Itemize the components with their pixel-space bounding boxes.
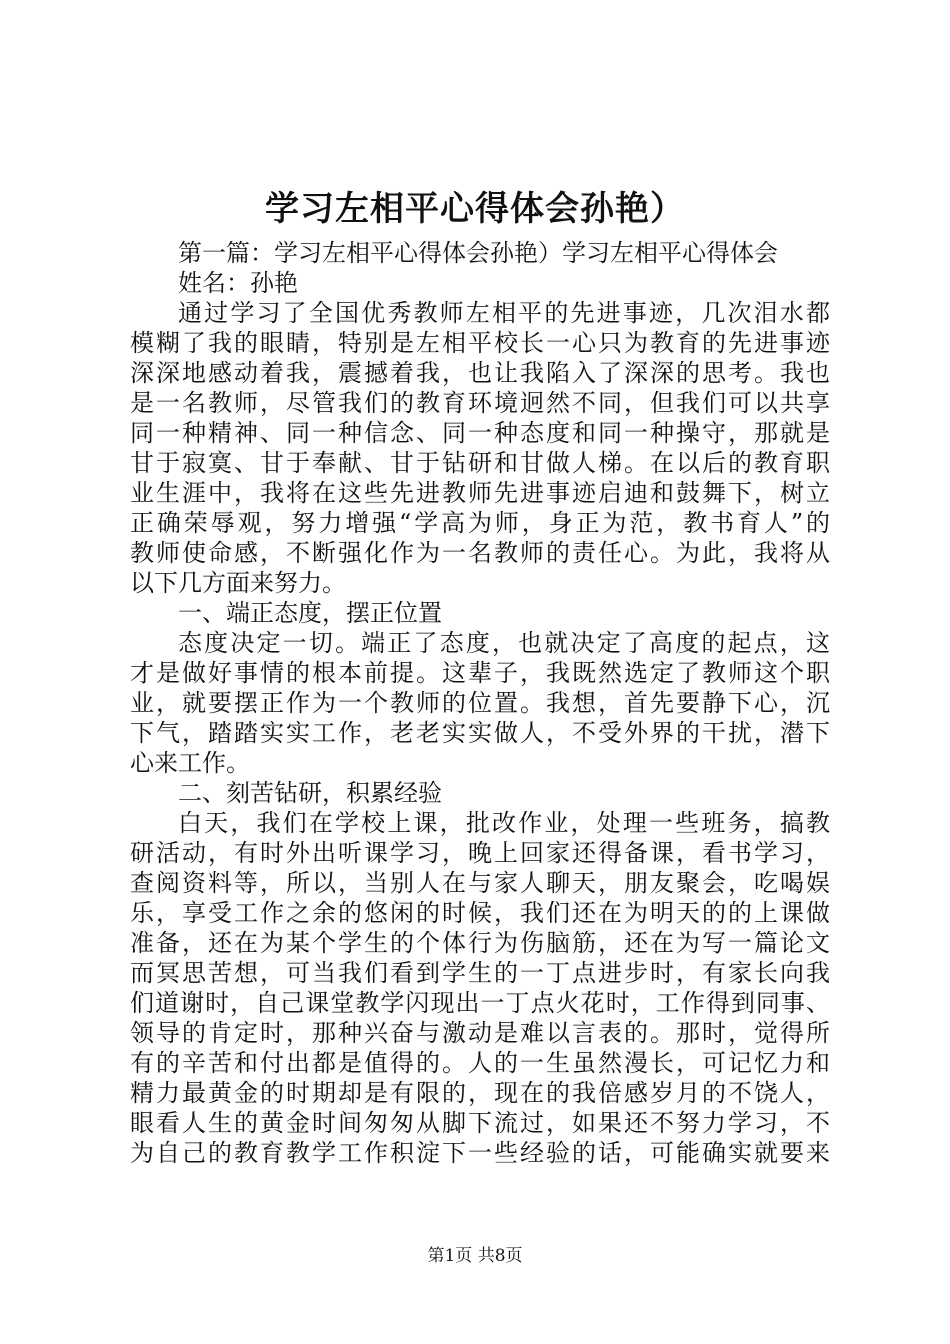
paragraph-line: 正确荣辱观，努力增强“学高为师，身正为范，教书育人”的 [130,509,830,537]
section-heading-line: 姓名：孙艳 [178,269,298,297]
paragraph-line: 深深地感动着我，震撼着我，也让我陷入了深深的思考。我也 [130,359,830,387]
paragraph-line: 模糊了我的眼睛，特别是左相平校长一心只为教育的先进事迹 [130,329,830,357]
paragraph-line: 业，就要摆正作为一个教师的位置。我想，首先要静下心，沉 [130,689,830,717]
paragraph-line: 心来工作。 [130,749,250,777]
paragraph-line: 有的辛苦和付出都是值得的。人的一生虽然漫长，可记忆力和 [130,1049,830,1077]
paragraph-line: 精力最黄金的时期却是有限的，现在的我倍感岁月的不饶人， [130,1079,830,1107]
paragraph-line: 业生涯中，我将在这些先进教师先进事迹启迪和鼓舞下，树立 [130,479,830,507]
paragraph-line: 们道谢时，自己课堂教学闪现出一丁点火花时，工作得到同事、 [130,989,830,1017]
section-heading-line: 第一篇：学习左相平心得体会孙艳）学习左相平心得体会 [178,239,778,267]
paragraph-line: 甘于寂寞、甘于奉献、甘于钻研和甘做人梯。在以后的教育职 [130,449,830,477]
paragraph-line: 领导的肯定时，那种兴奋与激动是难以言表的。那时，觉得所 [130,1019,830,1047]
paragraph-line: 准备，还在为某个学生的个体行为伤脑筋，还在为写一篇论文 [130,929,830,957]
paragraph-line: 才是做好事情的根本前提。这辈子，我既然选定了教师这个职 [130,659,830,687]
paragraph-line: 通过学习了全国优秀教师左相平的先进事迹，几次泪水都 [178,299,830,327]
section-heading-line: 一、端正态度，摆正位置 [178,599,442,627]
page-footer: 第1页 共8页 [427,1246,523,1266]
paragraph-line: 为自己的教育教学工作积淀下一些经验的话，可能确实就要来 [130,1139,830,1167]
paragraph-line: 眼看人生的黄金时间匆匆从脚下流过，如果还不努力学习，不 [130,1109,830,1137]
paragraph-line: 下气，踏踏实实工作，老老实实做人，不受外界的干扰，潜下 [130,719,830,747]
document-body [130,238,830,1168]
paragraph-line: 教师使命感，不断强化作为一名教师的责任心。为此，我将从 [130,539,830,567]
paragraph-line: 研活动，有时外出听课学习，晚上回家还得备课，看书学习， [130,839,830,867]
paragraph-line: 以下几方面来努力。 [130,569,346,597]
paragraph-line: 而冥思苦想，可当我们看到学生的一丁点进步时，有家长向我 [130,959,830,987]
paragraph-line: 乐，享受工作之余的悠闲的时候，我们还在为明天的的上课做 [130,899,830,927]
paragraph-line: 查阅资料等，所以，当别人在与家人聊天，朋友聚会，吃喝娱 [130,869,830,897]
document-title: 学习左相平心得体会孙艳） [265,189,685,229]
section-heading-line: 二、刻苦钻研，积累经验 [178,779,442,807]
paragraph-line: 同一种精神、同一种信念、同一种态度和同一种操守，那就是 [130,419,830,447]
paragraph-line: 态度决定一切。端正了态度，也就决定了高度的起点，这 [178,629,830,657]
paragraph-line: 是一名教师，尽管我们的教育环境迥然不同，但我们可以共享 [130,389,830,417]
paragraph-line: 白天，我们在学校上课，批改作业，处理一些班务，搞教 [178,809,830,837]
